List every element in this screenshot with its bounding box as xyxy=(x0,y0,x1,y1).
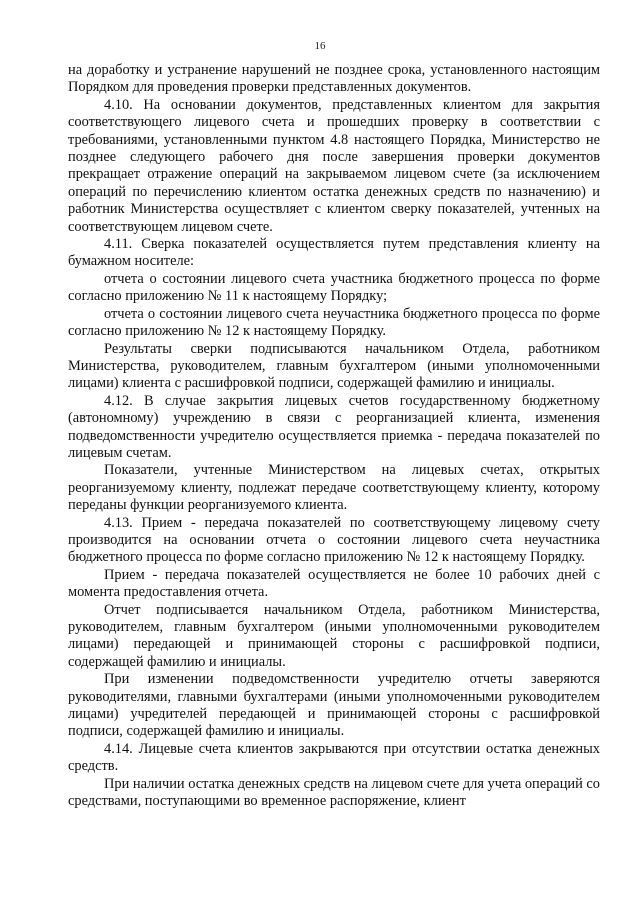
paragraph-4-12: 4.12. В случае закрытия лицевых счетов государственному бюджетному (автономному) учреждению в связи с реорганизацией клиента, изменения подведомственности учредителю осуществляется приемка - передача показателей по лицевым счетам. xyxy=(68,392,600,461)
document-body xyxy=(68,62,600,810)
paragraph-balance-remaining: При наличии остатка денежных средств на лицевом счете для учета операций со средствами, поступающими во временное распоряжение, клиент xyxy=(68,775,600,810)
paragraph-indicators-transfer: Показатели, учтенные Министерством на лицевых счетах, открытых реорганизуемому клиенту, подлежат передаче соответствующему клиенту, которому переданы функции реорганизуемого клиента. xyxy=(68,462,600,514)
paragraph-continuation: на доработку и устранение нарушений не позднее срока, установленного настоящим Порядком для проведения проверки представленных документов. xyxy=(68,62,600,96)
paragraph-report-participant: отчета о состоянии лицевого счета участника бюджетного процесса по форме согласно приложению № 11 к настоящему Порядку; xyxy=(68,270,600,305)
paragraph-4-14: 4.14. Лицевые счета клиентов закрываются при отсутствии остатка денежных средств. xyxy=(68,740,600,775)
paragraph-4-13: 4.13. Прием - передача показателей по соответствующему лицевому счету производится на основании отчета о состоянии лицевого счета неучастника бюджетного процесса по форме согласно приложению № 12 к настоящему Порядку. xyxy=(68,514,600,566)
paragraph-4-11: 4.11. Сверка показателей осуществляется путем представления клиенту на бумажном носителе: xyxy=(68,236,600,270)
paragraph-founder-change: При изменении подведомственности учредителю отчеты заверяются руководителями, главными бухгалтерами (иными уполномоченными руководителем лицами) учредителей передающей и принимающей стороны с расшифровкой подписи, содержащей фамилию и инициалы. xyxy=(68,671,600,740)
page-number: 16 xyxy=(314,40,326,52)
paragraph-report-nonparticipant: отчета о состоянии лицевого счета неучастника бюджетного процесса по форме согласно приложению № 12 к настоящему Порядку. xyxy=(68,305,600,340)
paragraph-reconciliation-results: Результаты сверки подписываются начальником Отдела, работником Министерства, руководителем, главным бухгалтером (иными уполномоченными лицами) клиента с расшифровкой подписи, содержащей фамилию и инициалы. xyxy=(68,340,600,392)
paragraph-4-10: 4.10. На основании документов, представленных клиентом для закрытия соответствующего лицевого счета и прошедших проверку в соответствии с требованиями, установленными пунктом 4.8 настоящего Порядка, Министерство не позднее следующего рабочего дня после завершения проверки документов прекращает отражение операций на закрываемом лицевом счете (за исключением операций по перечислению клиентом остатка денежных средств по назначению) и работник Министерства осуществляет с клиентом сверку показателей, учтенных на соответствующем лицевом счете. xyxy=(68,96,600,235)
paragraph-transfer-deadline: Прием - передача показателей осуществляется не более 10 рабочих дней с момента предоставления отчета. xyxy=(68,566,600,601)
paragraph-report-signing: Отчет подписывается начальником Отдела, работником Министерства, руководителем, главным бухгалтером (иными уполномоченными руководителем лицами) передающей и принимающей стороны с расшифровкой подписи, содержащей фамилию и инициалы. xyxy=(68,601,600,670)
